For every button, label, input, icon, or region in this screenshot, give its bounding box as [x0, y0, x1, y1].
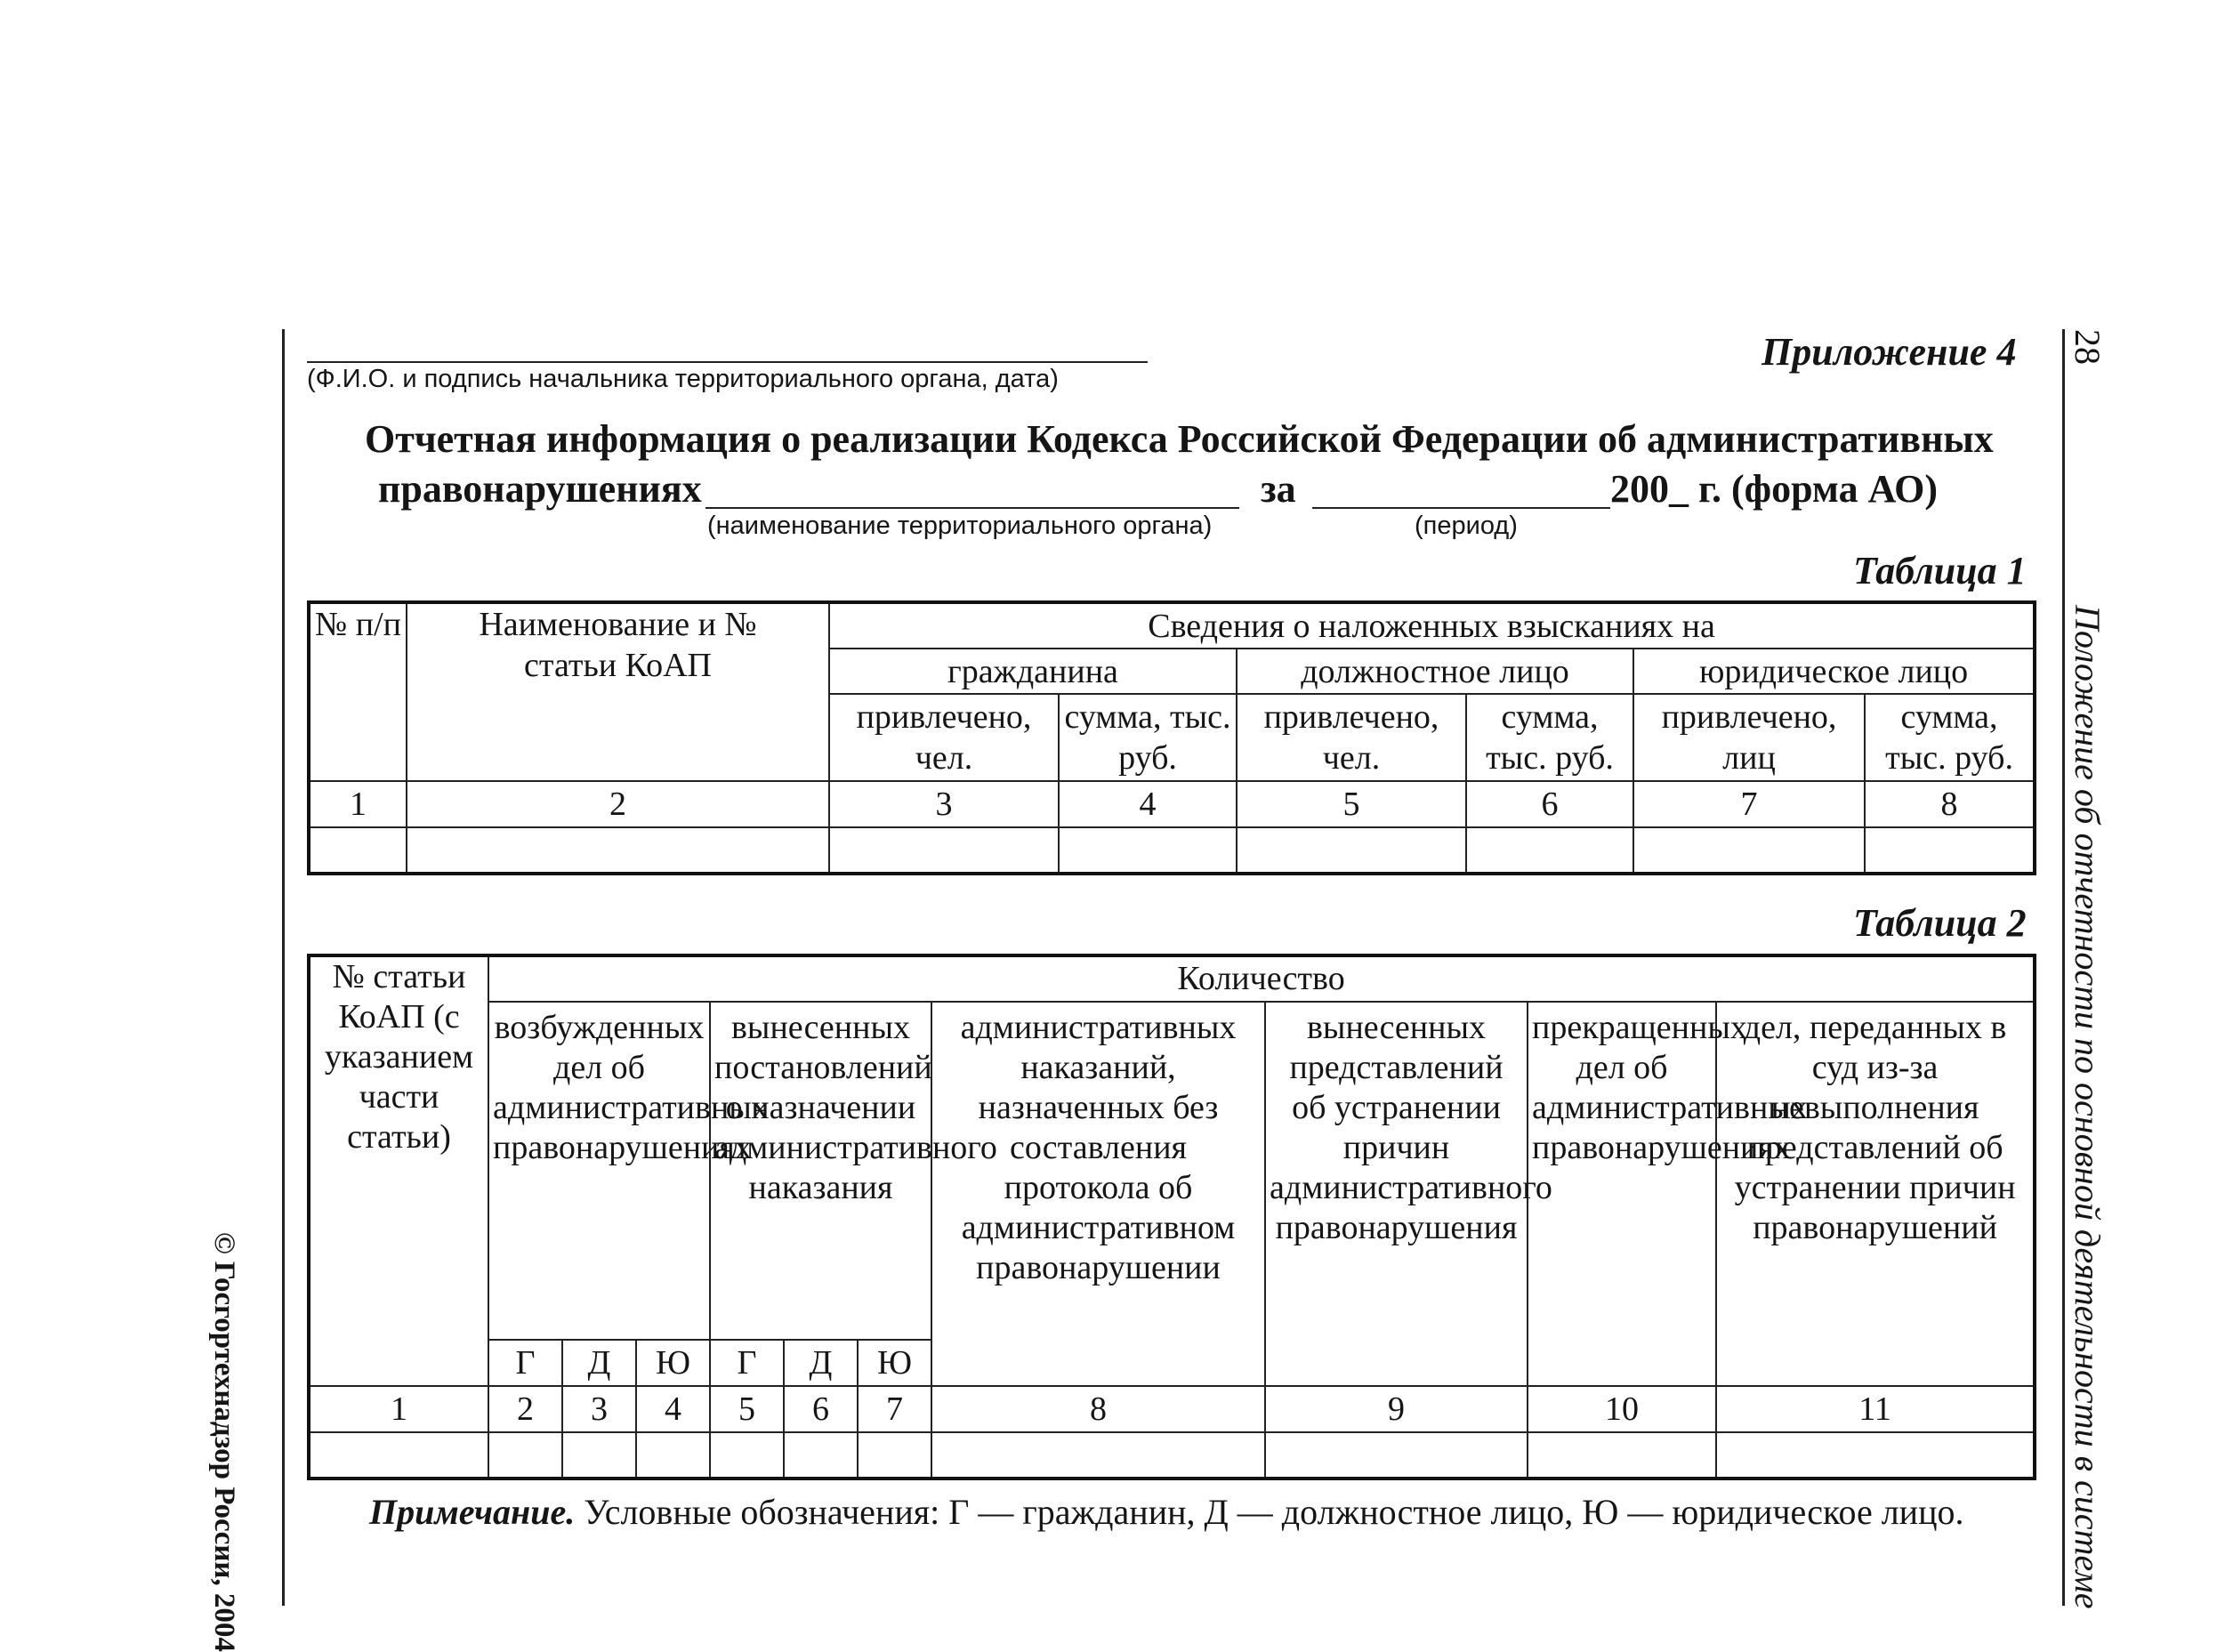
t2-colnum-11: 11	[1716, 1386, 2035, 1432]
t2-header-to-court: дел, переданных в суд из-за невыполнения представлений об устранении причин правонарушений	[1716, 1002, 2035, 1386]
signature-caption: (Ф.И.О. и подпись начальника территориального органа, дата)	[307, 365, 1059, 393]
t1-empty-cell	[1633, 827, 1865, 874]
t1-sub-5: привлечено, лиц	[1633, 694, 1865, 781]
t2-colnum-7: 7	[858, 1386, 931, 1432]
t1-empty-cell	[1237, 827, 1466, 874]
t1-header-name: Наименование и № статьи КоАП	[407, 602, 829, 781]
t1-group-official: должностное лицо	[1237, 649, 1633, 694]
t2-sub-yu-2: Ю	[858, 1340, 931, 1386]
t1-group-legal: юридическое лицо	[1633, 649, 2035, 694]
table2-caption: Таблица 2	[1853, 901, 2027, 945]
t1-empty-cell	[1059, 827, 1237, 874]
t1-empty-cell	[1466, 827, 1633, 874]
t1-sub-6: сумма, тыс. руб.	[1865, 694, 2035, 781]
t2-empty-cell	[488, 1432, 562, 1479]
form-title-za: за	[1261, 467, 1296, 511]
footnote	[369, 1491, 1963, 1533]
org-name-caption: (наименование территориального органа)	[707, 512, 1213, 540]
t2-colnum-5: 5	[710, 1386, 784, 1432]
t2-sub-d-1: Д	[562, 1340, 636, 1386]
right-margin-rule	[2062, 329, 2065, 1606]
t1-group-header: Сведения о наложенных взысканиях на	[829, 602, 2035, 649]
page-number: 28	[2068, 329, 2108, 365]
t1-header-no: № п/п	[309, 602, 407, 781]
t1-colnum-4: 4	[1059, 781, 1237, 827]
t2-empty-cell	[309, 1432, 488, 1479]
t2-group-header: Количество	[488, 955, 2035, 1002]
t1-empty-cell	[1865, 827, 2035, 874]
t1-colnum-2: 2	[407, 781, 829, 827]
t1-colnum-5: 5	[1237, 781, 1466, 827]
left-margin-rule	[282, 329, 285, 1606]
t2-sub-g-2: Г	[710, 1340, 784, 1386]
t1-sub-2: сумма, тыс. руб.	[1059, 694, 1237, 781]
t2-header-decisions: вынесенных постановлений о назначении административного наказания	[710, 1002, 931, 1340]
t2-sub-d-2: Д	[784, 1340, 858, 1386]
table1-caption: Таблица 1	[1853, 549, 2027, 592]
t2-sub-g-1: Г	[488, 1340, 562, 1386]
signature-line	[307, 361, 1148, 363]
t2-empty-cell	[710, 1432, 784, 1479]
appendix-label: Приложение 4	[1762, 330, 2017, 374]
t2-header-no-protocol: административных наказаний, назначенных без составления протокола об административном правонарушении	[931, 1002, 1265, 1386]
t2-sub-yu-1: Ю	[636, 1340, 710, 1386]
t2-empty-cell	[1528, 1432, 1716, 1479]
t1-sub-3: привлечено, чел.	[1237, 694, 1466, 781]
t1-empty-cell	[829, 827, 1059, 874]
t1-empty-cell	[407, 827, 829, 874]
t2-colnum-2: 2	[488, 1386, 562, 1432]
copyright-text: © Госгортехнадзор России, 2004	[208, 1232, 240, 1652]
t2-header-article: № статьи КоАП (с указанием части статьи)	[309, 955, 488, 1386]
t1-colnum-6: 6	[1466, 781, 1633, 827]
t2-colnum-6: 6	[784, 1386, 858, 1432]
t1-group-citizen: гражданина	[829, 649, 1237, 694]
t1-colnum-7: 7	[1633, 781, 1865, 827]
t2-colnum-8: 8	[931, 1386, 1265, 1432]
t2-empty-cell	[562, 1432, 636, 1479]
t2-colnum-1: 1	[309, 1386, 488, 1432]
footnote-label: Примечание.	[369, 1492, 576, 1532]
t1-colnum-3: 3	[829, 781, 1059, 827]
table2	[307, 954, 2036, 1480]
t2-empty-cell	[858, 1432, 931, 1479]
t1-empty-cell	[309, 827, 407, 874]
t2-header-initiated: возбужденных дел об административных правонарушениях	[488, 1002, 710, 1340]
t2-colnum-10: 10	[1528, 1386, 1716, 1432]
t1-colnum-1: 1	[309, 781, 407, 827]
form-title-line2-start: правонарушениях	[378, 467, 702, 511]
t2-colnum-9: 9	[1265, 1386, 1528, 1432]
t2-header-terminated: прекращенных дел об административных правонарушениях	[1528, 1002, 1716, 1386]
t2-empty-cell	[1265, 1432, 1528, 1479]
running-head: Положение об отчетности по основной деятельности в системе	[2068, 605, 2108, 1609]
t1-colnum-8: 8	[1865, 781, 2035, 827]
form-title-line2-end: 200_ г. (форма АО)	[1610, 467, 1939, 511]
t2-empty-cell	[636, 1432, 710, 1479]
form-title-line1: Отчетная информация о реализации Кодекса Российской Федерации об административных	[365, 417, 1994, 461]
t2-colnum-3: 3	[562, 1386, 636, 1432]
footnote-text: Условные обозначения: Г — гражданин, Д — должностное лицо, Ю — юридическое лицо.	[584, 1492, 1964, 1532]
t2-header-representations: вынесенных представлений об устранении причин административного правонарушения	[1265, 1002, 1528, 1386]
t2-empty-cell	[931, 1432, 1265, 1479]
period-blank	[1312, 507, 1610, 509]
org-name-blank	[705, 507, 1239, 509]
period-caption: (период)	[1415, 512, 1518, 540]
table1	[307, 600, 2036, 875]
t2-empty-cell	[784, 1432, 858, 1479]
t2-colnum-4: 4	[636, 1386, 710, 1432]
t1-sub-1: привлечено, чел.	[829, 694, 1059, 781]
t1-sub-4: сумма, тыс. руб.	[1466, 694, 1633, 781]
t2-empty-cell	[1716, 1432, 2035, 1479]
